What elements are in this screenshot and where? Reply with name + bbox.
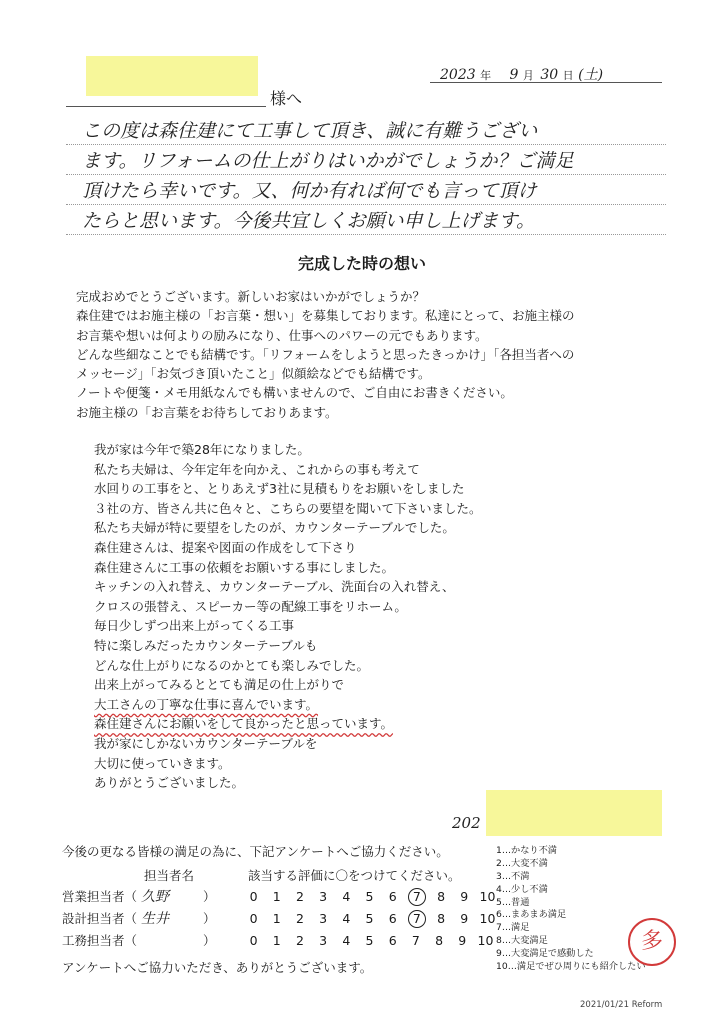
date-year: 2023 [440, 67, 476, 83]
rating-option-7[interactable]: 7 [411, 933, 420, 948]
rating-option-1[interactable]: 1 [272, 933, 281, 948]
message-line: 毎日少しずつ出来上がってくる工事 [94, 618, 295, 634]
survey-row-design [62, 908, 216, 930]
message-line: クロスの張替え、スピーカー等の配線工事をリホーム。 [94, 598, 407, 614]
message-line-underlined: 大工さんの丁寧な仕事に喜んでいます。 [94, 696, 319, 712]
handwritten-line: 頂けたら幸いです。又、何か有れば何でも言って頂け [82, 180, 537, 202]
rating-option-8[interactable]: 8 [435, 933, 444, 948]
survey-col-staff: 担当者名 [144, 868, 195, 883]
date-month: 9 [509, 67, 519, 83]
message-rule [66, 174, 666, 175]
rating-option-4[interactable]: 4 [342, 933, 351, 948]
legend-item: 1…かなり不満 [496, 845, 557, 856]
signature-year: 202 [452, 814, 481, 832]
rating-option-3[interactable]: 3 [319, 889, 328, 904]
rating-option-7[interactable]: 7 [408, 888, 426, 906]
message-line: どんな仕上がりになるのかとても楽しみでした。 [94, 657, 370, 673]
role-label: 営業担当者（ [62, 889, 138, 904]
message-line: 森住建さんに工事の依頼をお願いする事にしました。 [94, 559, 395, 575]
redacted-name-highlight [86, 56, 258, 96]
survey-request: 今後の更なる皆様の満足の為に、下記アンケートへご協力ください。 [62, 844, 449, 859]
rating-option-5[interactable]: 5 [365, 933, 374, 948]
date-month-unit: 月 [522, 69, 534, 82]
role-close: ） [202, 911, 216, 926]
date-day-unit: 日 [562, 69, 574, 82]
role-label: 工務担当者（ [62, 933, 138, 948]
date-year-unit: 年 [480, 69, 492, 82]
intro-line: どんな些細なことでも結構です。「リフォームをしようと思ったきっかけ」「各担当者への [76, 346, 575, 362]
rating-option-7[interactable]: 7 [408, 910, 426, 928]
legend-item: 2…大変不満 [496, 857, 548, 869]
rating-option-9[interactable]: 9 [458, 933, 467, 948]
rating-option-10[interactable]: 10 [479, 889, 496, 904]
intro-line: ノートや便箋・メモ用紙なんでも構いませんので、ご自由にお書きください。 [76, 385, 513, 401]
rating-option-3[interactable]: 3 [319, 911, 328, 926]
intro-text [76, 287, 575, 422]
intro-line: メッセージ」「お気づき頂いたこと」似顔絵などでも結構です。 [76, 366, 431, 382]
handwritten-line: この度は森住建にて工事して頂き、誠に有難うござい [82, 120, 538, 142]
rating-option-6[interactable]: 6 [388, 933, 397, 948]
legend-item: 7…満足 [496, 922, 530, 934]
rating-scale-construction [242, 930, 497, 952]
message-rule [66, 234, 666, 235]
handwritten-line: ます。リフォームの仕上がりはいかがでしょうか？ご満足 [82, 150, 574, 172]
legend-item: 8…大変満足 [496, 935, 548, 947]
intro-line: 完成おめでとうございます。新しいお家はいかがでしょうか？ [76, 289, 426, 304]
survey-thanks: アンケートへご協力いただき、ありがとうございます。 [62, 960, 373, 975]
footer-code: 2021/01/21 Reform [580, 1000, 663, 1010]
intro-line: 森住建ではお施主様の「お言葉・想い」を募集しております。私達にとって、お施主様の [76, 308, 575, 324]
rating-scale-sales [242, 886, 499, 908]
intro-line: お施主様の「お言葉をお待ちしておりあます。 [76, 404, 338, 420]
legend-item: 6…まあまあ満足 [496, 909, 567, 921]
rating-option-2[interactable]: 2 [295, 933, 304, 948]
rating-option-10[interactable]: 10 [479, 911, 496, 926]
message-rule [66, 204, 666, 205]
rating-option-4[interactable]: 4 [342, 889, 351, 904]
message-line: 我が家にしかないカウンターテーブルを [94, 735, 318, 751]
rating-option-9[interactable]: 9 [460, 911, 469, 926]
rating-option-2[interactable]: 2 [295, 889, 304, 904]
section-title: 完成した時の想い [297, 254, 426, 273]
rating-option-10[interactable]: 10 [477, 933, 494, 948]
role-close: ） [202, 933, 216, 948]
message-line: 私たち夫婦は、今年定年を向かえ、これからの事も考えて [94, 461, 420, 477]
message-line: 出来上がってみるととても満足の仕上がりで [94, 677, 345, 693]
staff-name: 久野 [141, 889, 169, 905]
handwritten-line: たらと思います。今後共宜しくお願い申し上げます。 [82, 210, 535, 232]
survey-col-rating: 該当する評価に〇をつけてください。 [248, 868, 461, 883]
rating-option-9[interactable]: 9 [460, 889, 469, 904]
stamp-text: 多 [640, 929, 663, 954]
addressee-suffix: 様へ [270, 89, 303, 108]
handwritten-message [82, 116, 682, 236]
message-line: キッチンの入れ替え、カウンターテーブル、洗面台の入れ替え、 [94, 579, 455, 595]
message-line: 特に楽しみだったカウンターテーブルも [94, 637, 318, 653]
message-line: 水回りの工事をと、とりあえず3社に見積もりをお願いをしました [94, 481, 465, 497]
redacted-signature-highlight [486, 790, 662, 836]
staff-name: 生井 [141, 911, 169, 927]
rating-option-8[interactable]: 8 [437, 889, 446, 904]
rating-scale-design [242, 908, 499, 930]
rating-option-0[interactable]: 0 [249, 911, 258, 926]
rating-option-3[interactable]: 3 [319, 933, 328, 948]
date-underline [430, 82, 662, 83]
message-line: ３社の方、皆さん共に色々と、こちらの要望を聞いて下さいました。 [94, 500, 482, 516]
message-line: 大切に使っていきます。 [94, 755, 231, 771]
message-line: 森住建さんは、提案や図面の作成をして下さり [94, 539, 357, 555]
message-line: 私たち夫婦が特に要望をしたのが、カウンターテーブルでした。 [94, 520, 455, 536]
rating-option-5[interactable]: 5 [365, 889, 374, 904]
rating-option-6[interactable]: 6 [388, 889, 397, 904]
role-label: 設計担当者（ [62, 911, 138, 926]
date-weekday: (土) [578, 67, 604, 83]
survey-row-sales [62, 886, 216, 908]
rating-option-1[interactable]: 1 [272, 911, 281, 926]
rating-option-8[interactable]: 8 [437, 911, 446, 926]
role-close: ） [202, 889, 216, 904]
legend-item: 3…不満 [496, 870, 530, 882]
rating-option-0[interactable]: 0 [249, 889, 258, 904]
date-day: 30 [540, 67, 559, 83]
message-line-underlined: 森住建さんにお願いをして良かったと思っています。 [94, 716, 394, 732]
message-rule [66, 144, 666, 145]
rating-option-5[interactable]: 5 [365, 911, 374, 926]
message-line: 我が家は今年で築28年になりました。 [94, 442, 310, 457]
rating-option-4[interactable]: 4 [342, 911, 351, 926]
message-line: ありがとうございました。 [94, 775, 245, 791]
rating-option-1[interactable]: 1 [272, 889, 281, 904]
rating-option-6[interactable]: 6 [388, 911, 397, 926]
legend-item: 10…満足でぜひ周りにも紹介したい [496, 961, 646, 973]
rating-option-2[interactable]: 2 [295, 911, 304, 926]
approval-stamp [628, 918, 676, 966]
date [440, 64, 603, 84]
addressee-underline [66, 106, 266, 107]
rating-option-0[interactable]: 0 [249, 933, 258, 948]
legend-item: 4…少し不満 [496, 883, 548, 895]
intro-line: お言葉や想いは何よりの励みになり、仕事へのパワーの元でもあります。 [76, 327, 488, 343]
rating-legend [496, 845, 646, 974]
legend-item: 5…普通 [496, 896, 530, 908]
survey-row-construction [62, 930, 216, 952]
legend-item: 9…大変満足で感動した [496, 948, 594, 960]
customer-message [94, 440, 482, 793]
survey-rows [62, 886, 496, 956]
